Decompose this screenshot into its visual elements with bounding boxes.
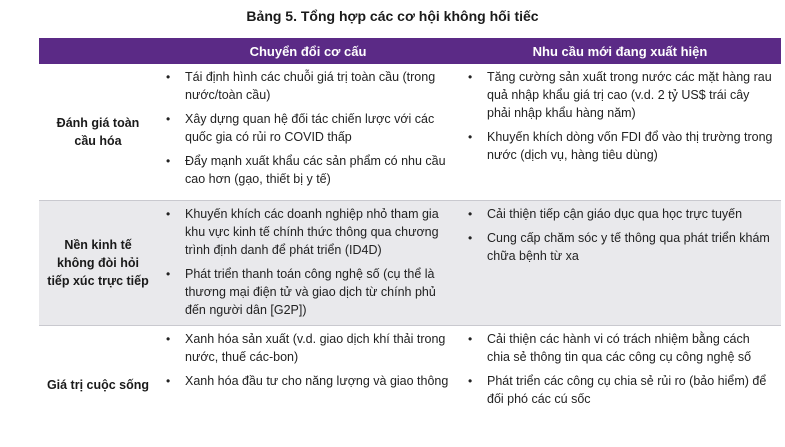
table-cell bbox=[157, 200, 459, 325]
list-item: • Phát triển các công cụ chia sẻ rủi ro (bảo hiểm) để đối phó các cú sốc bbox=[468, 373, 767, 406]
table-header-row bbox=[39, 38, 781, 64]
bullet-icon: • bbox=[166, 331, 171, 346]
table-cell bbox=[459, 325, 781, 445]
list-item: • Khuyến khích các doanh nghiệp nhỏ tham gia khu vực kinh tế chính thức thông qua chương trình định danh để phát triển (ID4D) bbox=[166, 206, 439, 257]
header-emerging-demand: Nhu cầu mới đang xuất hiện bbox=[459, 38, 781, 64]
bullet-icon: • bbox=[468, 70, 473, 84]
summary-table bbox=[39, 38, 781, 445]
list-item: • Cải thiện các hành vi có trách nhiệm bằng cách chia sẻ thông tin qua các công cụ công nghệ số bbox=[468, 331, 752, 364]
list-item: • Khuyến khích dòng vốn FDI đổ vào thị trường trong nước (dịch vụ, hàng tiêu dùng) bbox=[468, 130, 773, 162]
table-row bbox=[39, 200, 781, 325]
table-cell bbox=[459, 200, 781, 325]
header-structural-shift: Chuyển đổi cơ cấu bbox=[157, 38, 459, 64]
bullet-icon: • bbox=[166, 70, 171, 84]
bullet-icon: • bbox=[468, 206, 473, 221]
list-item: • Xanh hóa đầu tư cho năng lượng và giao thông bbox=[166, 373, 449, 388]
row-label: Giá trị cuộc sống bbox=[39, 325, 157, 445]
bullet-icon: • bbox=[166, 266, 171, 281]
list-item: • Xây dựng quan hệ đối tác chiến lược với các quốc gia có rủi ro COVID thấp bbox=[166, 112, 435, 144]
bullet-icon: • bbox=[166, 112, 171, 126]
table-title: Bảng 5. Tổng hợp các cơ hội không hối tiếc bbox=[246, 8, 539, 24]
bullet-icon: • bbox=[166, 154, 171, 168]
list-item: • Cải thiện tiếp cận giáo dục qua học trực tuyến bbox=[468, 206, 743, 221]
table-cell bbox=[157, 64, 459, 200]
row-label: Đánh giá toàn cầu hóa bbox=[39, 64, 157, 200]
bullet-icon: • bbox=[166, 373, 171, 388]
bullet-icon: • bbox=[468, 230, 473, 245]
bullet-icon: • bbox=[166, 206, 171, 221]
table-cell bbox=[157, 325, 459, 445]
row-label: Nền kinh tế không đòi hỏi tiếp xúc trực tiếp bbox=[39, 200, 157, 325]
bullet-icon: • bbox=[468, 373, 473, 388]
header-empty bbox=[39, 38, 157, 64]
table-cell bbox=[459, 64, 781, 200]
list-item: • Tăng cường sản xuất trong nước các mặt hàng rau quả nhập khẩu giá trị cao (v.d. 2 tỷ US$ trái cây phải nhập khẩu hàng năm) bbox=[468, 70, 772, 120]
list-item: • Cung cấp chăm sóc y tế thông qua phát triển khám chữa bệnh từ xa bbox=[468, 230, 770, 263]
list-item: • Đẩy mạnh xuất khẩu các sản phẩm có nhu cầu cao hơn (gạo, thiết bị y tế) bbox=[166, 154, 446, 186]
bullet-icon: • bbox=[468, 130, 473, 144]
list-item: • Phát triển thanh toán công nghệ số (cụ thể là thương mại điện tử và giao dịch từ chính phủ đến người dân [G2P]) bbox=[166, 266, 436, 317]
table-row bbox=[39, 64, 781, 200]
table-row bbox=[39, 325, 781, 445]
bullet-icon: • bbox=[468, 331, 473, 346]
list-item: • Xanh hóa sản xuất (v.d. giao dịch khí thải trong nước, thuế các-bon) bbox=[166, 331, 446, 364]
list-item: • Tái định hình các chuỗi giá trị toàn cầu (trong nước/toàn cầu) bbox=[166, 70, 436, 102]
